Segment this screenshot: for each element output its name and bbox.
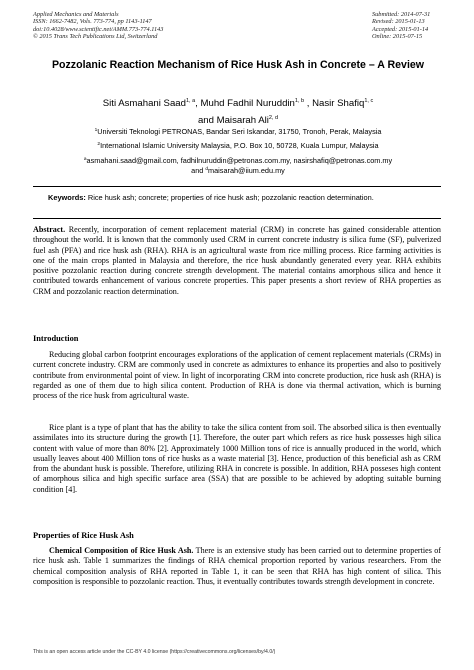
properties-heading: Properties of Rice Husk Ash	[33, 531, 134, 540]
author-sup: 2, d	[268, 115, 279, 121]
email-line-1	[38, 155, 438, 166]
journal-doi[interactable]: doi:10.4028/www.scientific.net/AMM.773-774.1143	[33, 25, 164, 33]
author-sup: 1, b	[294, 98, 305, 104]
keywords	[48, 193, 430, 203]
affiliation-sup: 1	[94, 128, 98, 133]
journal-issn: ISSN: 1662-7482, Vols. 773-774, pp 1143-1147	[33, 18, 152, 26]
abstract	[33, 225, 441, 297]
journal-header-left	[33, 11, 163, 41]
affiliation-2	[38, 140, 438, 151]
paper-title: Pozzolanic Reaction Mechanism of Rice Husk Ash in Concrete – A Review	[51, 59, 425, 71]
author-separator: ,	[195, 98, 201, 109]
introduction-paragraph-2: Rice plant is a type of plant that has the ability to take the silica content from soil. The absorbed silica is then eventually assimilates into its structure during the growth [1]. Therefore, the outer part which refers as rice husk possesses high silica content with value of more than 80% [2]. Approximately 1000 Million tons of rice is annually produced in the world, which usually leaves about 400 Million tons of rice husks as a waste material [3]. Hence, production of this beneficial ash as CRM from the abundant husk is possible. Therefore, utilizing RHA in concrete is possible. In addition, RHA posseses high content of amorphous silica and high specific surface area (SSA) that are possible to be achieved by adopting suitable burning condition [4].	[33, 423, 441, 494]
license-footer[interactable]: This is an open access article under the CC-BY 4.0 license (https://creativecommons.org/licenses/by/4.0/)	[33, 649, 276, 655]
author-name: Nasir Shafiq	[312, 98, 365, 109]
author-list	[38, 94, 438, 128]
journal-copyright: © 2015 Trans Tech Publications Ltd, Switzerland	[33, 33, 158, 41]
properties-paragraph	[33, 546, 441, 587]
journal-header-right	[372, 11, 430, 41]
author-sup: 1, c	[364, 98, 374, 104]
keywords-bottom-rule	[33, 218, 441, 219]
date-submitted: Submitted: 2014-07-31	[372, 11, 431, 18]
abstract-label: Abstract.	[33, 225, 66, 234]
abstract-text: Recently, incorporation of cement replacement material (CRM) in concrete has gained considerable attention throughout the world. It is known that the commonly used CRM in current concrete industry is silica fume (SF), pulverized fuel ash (PFA) and rice husk ash (RHA). RHA is an agricultural waste from rice milling process. Rice farming activities is one of the main crops planted in Malaysia and therefore, the rice husk abundantly generated every year. RHA exhibits positive pozzolanic reaction during concrete strength development. The material contains amorphous silica and hence it contributed towards enhancement of various concrete properties. This paper presents a short review of RHA properties as CRM and pozzolanic reaction determination.	[33, 225, 441, 296]
affiliation-sup: 2	[97, 142, 101, 147]
keywords-text: Rice husk ash; concrete; properties of rice husk ash; pozzolanic reaction determination.	[87, 193, 374, 202]
subsection-label: Chemical Composition of Rice Husk Ash.	[49, 546, 194, 555]
date-accepted: Accepted: 2015-01-14	[372, 25, 429, 33]
email-address[interactable]: maisarah@iium.edu.my	[208, 166, 285, 175]
email-line-2	[38, 165, 438, 176]
introduction-paragraph-1: Reducing global carbon footprint encourages explorations of the application of cement replacement materials (CRMs) in current concrete industry. CRM are commonly used in concrete as admixtures to enhance its properties and also to positively contribute from environmental point of view. In light of incorporating CRM into concrete production, rice husk ash (RHA) is regarded as one of them due to high silica content. Production of RHA is done via thermal activation, which is burning process of the rice husk from agricultural waste.	[33, 350, 441, 401]
affiliation-text: Universiti Teknologi PETRONAS, Bandar Seri Iskandar, 31750, Tronoh, Perak, Malaysia	[97, 127, 382, 136]
email-sup: a	[83, 157, 87, 162]
email-prefix: and	[191, 166, 206, 175]
introduction-heading: Introduction	[33, 334, 79, 343]
affiliation-text: International Islamic University Malaysia, P.O. Box 10, 50728, Kuala Lumpur, Malaysia	[100, 141, 379, 150]
email-sup: d	[205, 167, 209, 172]
email-addresses[interactable]: asmahani.saad@gmail.com, fadhilnuruddin@petronas.com.my, nasirshafiq@petronas.com.my	[86, 156, 393, 165]
properties-text: There is an extensive study has been carried out to determine properties of rice husk ash. Table 1 summarizes the findings of RHA chemical proportion reported by various researchers. From the chemical composition analysis of RHA reported in Table 1, it can be seen that RHA has high content of silica. This composition is responsible to pozzolanic reaction. Thus, it eventually contributes towards strength development in concrete.	[33, 546, 441, 586]
keywords-label: Keywords:	[48, 193, 86, 202]
author-separator: ,	[304, 98, 313, 109]
author-line-1	[38, 94, 438, 111]
date-revised: Revised: 2015-01-13	[372, 18, 425, 26]
author-name: Muhd Fadhil Nuruddin	[200, 98, 295, 109]
author-name: Siti Asmahani Saad	[102, 98, 186, 109]
keywords-top-rule	[33, 186, 441, 187]
journal-name: Applied Mechanics and Materials	[33, 11, 119, 18]
affiliation-1	[38, 126, 438, 137]
date-online: Online: 2015-07-15	[372, 33, 423, 41]
author-name: and Maisarah Ali	[197, 115, 269, 126]
author-sup: 1, a	[185, 98, 196, 104]
